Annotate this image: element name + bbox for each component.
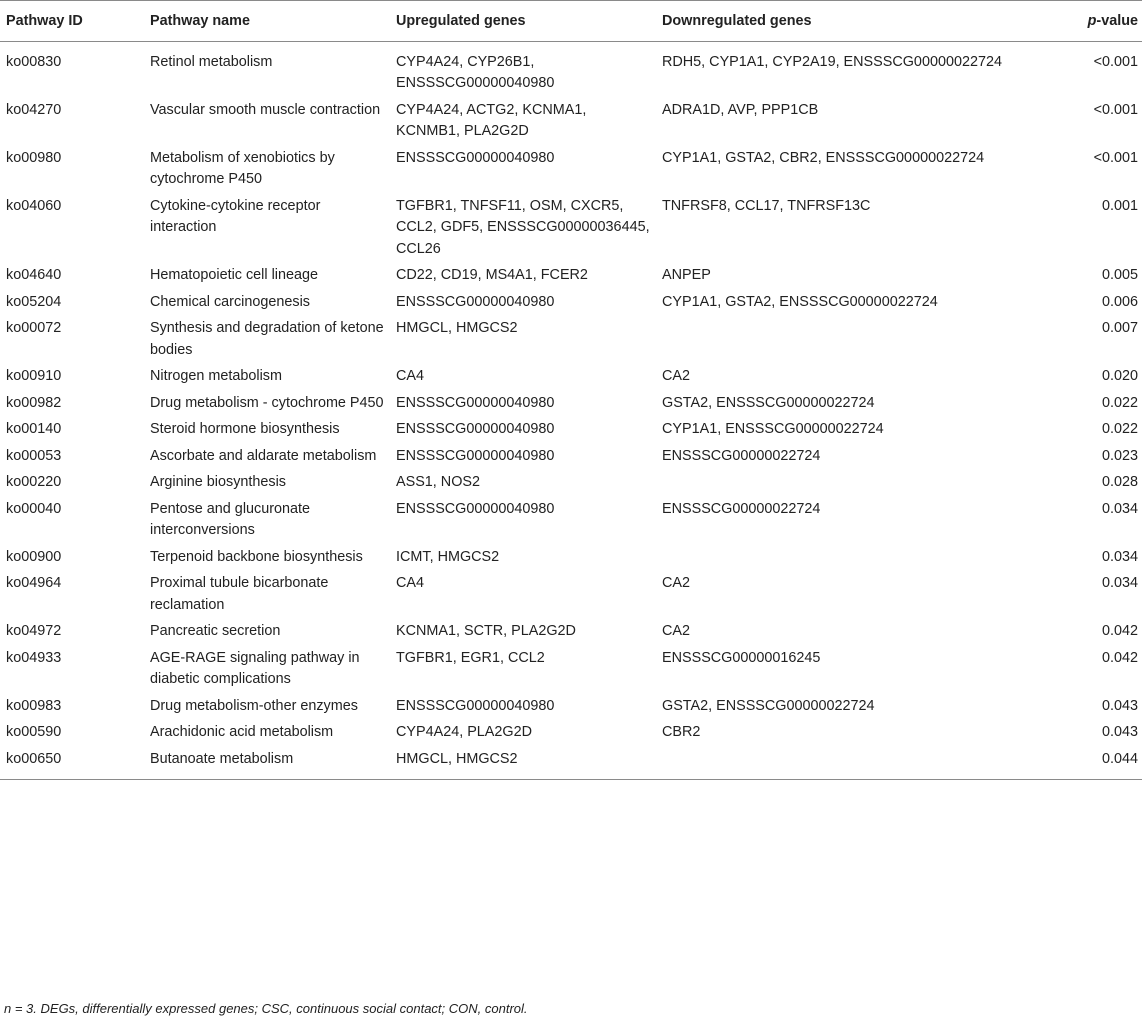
- cell-upregulated-genes: CA4: [396, 368, 424, 384]
- cell-upregulated-genes: ASS1, NOS2: [396, 474, 480, 490]
- table-row: [0, 571, 1142, 619]
- cell-pathway-id: ko00590: [6, 724, 62, 740]
- table-row: [0, 544, 1142, 571]
- cell-pathway-name: Nitrogen metabolism: [150, 368, 282, 384]
- cell-pathway-name: Pentose and glucuronate interconversions: [150, 500, 311, 538]
- table-body: [0, 41, 1142, 780]
- cell-pathway-name: Hematopoietic cell lineage: [150, 267, 318, 283]
- cell-pathway-name: Ascorbate and aldarate metabolism: [150, 447, 377, 464]
- table-row: [0, 619, 1142, 646]
- cell-p-value: 0.001: [1101, 197, 1138, 214]
- cell-upregulated-genes: CD22, CD19, MS4A1, FCER2: [396, 267, 588, 283]
- cell-pathway-name: Butanoate metabolism: [144, 746, 390, 780]
- cell-downregulated-genes: [656, 746, 1051, 780]
- cell-pathway-id: ko00900: [6, 548, 62, 565]
- cell-p-value: 0.022: [1101, 394, 1138, 411]
- cell-upregulated-genes: CA4: [396, 575, 424, 591]
- cell-downregulated-genes: [656, 470, 1051, 497]
- cell-p-value: 0.028: [1101, 474, 1138, 490]
- cell-downregulated-genes: ENSSSCG00000016245: [662, 649, 821, 666]
- cell-pathway-id: ko00053: [6, 447, 62, 464]
- cell-upregulated-genes: ENSSSCG00000040980: [396, 500, 555, 517]
- cell-pathway-id: ko00040: [6, 500, 62, 517]
- cell-p-value: 0.022: [1101, 421, 1138, 437]
- cell-upregulated-genes: ENSSSCG00000040980: [396, 293, 555, 310]
- footnote-n-label: n: [4, 1001, 12, 1016]
- cell-upregulated-genes: CYP4A24, CYP26B1, ENSSSCG00000040980: [396, 53, 555, 91]
- table-row: [0, 263, 1142, 290]
- cell-pathway-id: ko04640: [6, 267, 62, 283]
- cell-pathway-id: ko00983: [6, 697, 62, 714]
- table-row: [0, 145, 1142, 193]
- cell-p-value: 0.020: [1101, 368, 1138, 384]
- cell-upregulated-genes: ENSSSCG00000040980: [396, 149, 555, 166]
- cell-downregulated-genes: [656, 316, 1051, 364]
- cell-pathway-id: ko00072: [6, 320, 62, 336]
- header-p-letter: p: [1087, 13, 1097, 29]
- table-row: [0, 645, 1142, 693]
- header-pathway-name: Pathway name: [144, 1, 390, 42]
- cell-p-value: <0.001: [1093, 149, 1138, 166]
- cell-downregulated-genes: CA2: [662, 368, 690, 384]
- cell-downregulated-genes: ENSSSCG00000022724: [662, 500, 821, 517]
- cell-p-value: 0.007: [1101, 320, 1138, 336]
- cell-upregulated-genes: CYP4A24, PLA2G2D: [396, 724, 532, 740]
- table-row: [0, 746, 1142, 780]
- cell-downregulated-genes: GSTA2, ENSSSCG00000022724: [662, 394, 875, 411]
- cell-pathway-name: Metabolism of xenobiotics by cytochrome P450: [150, 149, 335, 187]
- header-p-suffix: -value: [1096, 13, 1138, 29]
- cell-pathway-id: ko00982: [6, 394, 62, 411]
- header-pathway-id: Pathway ID: [0, 1, 144, 42]
- cell-pathway-id: ko05204: [6, 293, 62, 310]
- cell-p-value: 0.034: [1101, 500, 1138, 517]
- cell-p-value: 0.044: [1051, 746, 1142, 780]
- header-p-value: [1051, 1, 1142, 42]
- cell-pathway-id: ko00830: [6, 53, 62, 70]
- cell-p-value: 0.042: [1101, 649, 1138, 666]
- cell-p-value: 0.006: [1101, 293, 1138, 310]
- cell-p-value: 0.034: [1101, 548, 1138, 565]
- footnote-text: = 3. DEGs, differentially expressed genes; CSC, continuous social contact; CON, control.: [11, 1001, 528, 1016]
- cell-downregulated-genes: GSTA2, ENSSSCG00000022724: [662, 697, 875, 714]
- cell-pathway-name: Chemical carcinogenesis: [150, 293, 310, 310]
- cell-downregulated-genes: CA2: [662, 623, 690, 639]
- cell-pathway-id: ko00910: [6, 368, 62, 384]
- cell-pathway-id: ko04270: [6, 101, 62, 118]
- table-row: [0, 417, 1142, 444]
- cell-pathway-name: Vascular smooth muscle contraction: [150, 101, 381, 118]
- cell-downregulated-genes: CYP1A1, GSTA2, CBR2, ENSSSCG00000022724: [662, 149, 985, 166]
- cell-upregulated-genes: ENSSSCG00000040980: [396, 421, 555, 437]
- cell-pathway-name: Pancreatic secretion: [150, 623, 281, 639]
- table-row: [0, 693, 1142, 720]
- table-row: [0, 720, 1142, 747]
- cell-downregulated-genes: ANPEP: [662, 267, 711, 283]
- table-row: [0, 470, 1142, 497]
- cell-p-value: <0.001: [1093, 53, 1138, 70]
- cell-downregulated-genes: CYP1A1, GSTA2, ENSSSCG00000022724: [662, 293, 938, 310]
- cell-p-value: 0.043: [1101, 724, 1138, 740]
- table-row: [0, 390, 1142, 417]
- table-footnote: [4, 1001, 528, 1017]
- cell-pathway-name: Arginine biosynthesis: [150, 474, 286, 490]
- cell-downregulated-genes: CA2: [662, 575, 690, 591]
- cell-downregulated-genes: ADRA1D, AVP, PPP1CB: [662, 101, 819, 118]
- cell-pathway-id: ko04964: [6, 575, 62, 591]
- cell-pathway-name: AGE-RAGE signaling pathway in diabetic complications: [150, 649, 360, 687]
- cell-pathway-name: Drug metabolism - cytochrome P450: [150, 394, 384, 411]
- table-header-row: [0, 1, 1142, 42]
- table-row: [0, 496, 1142, 544]
- cell-downregulated-genes: CYP1A1, ENSSSCG00000022724: [662, 421, 884, 437]
- table-row: [0, 97, 1142, 145]
- cell-upregulated-genes: KCNMA1, SCTR, PLA2G2D: [396, 623, 576, 639]
- cell-pathway-id: ko04060: [6, 197, 62, 214]
- cell-downregulated-genes: TNFRSF8, CCL17, TNFRSF13C: [662, 197, 871, 214]
- cell-downregulated-genes: CBR2: [662, 724, 701, 740]
- header-downregulated-genes: Downregulated genes: [656, 1, 1051, 42]
- cell-pathway-name: Steroid hormone biosynthesis: [150, 421, 340, 437]
- cell-p-value: <0.001: [1093, 101, 1138, 118]
- cell-downregulated-genes: RDH5, CYP1A1, CYP2A19, ENSSSCG00000022724: [662, 53, 1002, 70]
- header-upregulated-genes: Upregulated genes: [390, 1, 656, 42]
- cell-p-value: 0.043: [1101, 697, 1138, 714]
- cell-pathway-name: Retinol metabolism: [150, 53, 273, 70]
- cell-upregulated-genes: HMGCL, HMGCS2: [396, 320, 518, 336]
- cell-p-value: 0.023: [1101, 447, 1138, 464]
- cell-upregulated-genes: ICMT, HMGCS2: [396, 548, 500, 565]
- cell-upregulated-genes: ENSSSCG00000040980: [396, 697, 555, 714]
- cell-pathway-name: Drug metabolism-other enzymes: [150, 697, 358, 714]
- cell-pathway-name: Arachidonic acid metabolism: [150, 724, 334, 740]
- table-row: [0, 41, 1142, 97]
- cell-pathway-id: ko04972: [6, 623, 62, 639]
- cell-downregulated-genes: ENSSSCG00000022724: [662, 447, 821, 464]
- cell-pathway-id: ko00650: [0, 746, 144, 780]
- cell-upregulated-genes: ENSSSCG00000040980: [396, 394, 555, 411]
- cell-pathway-id: ko00220: [6, 474, 62, 490]
- table-row: [0, 316, 1142, 364]
- cell-pathway-id: ko00140: [6, 421, 62, 437]
- cell-pathway-id: ko00980: [6, 149, 62, 166]
- table-row: [0, 289, 1142, 316]
- cell-pathway-name: Proximal tubule bicarbonate reclamation: [150, 575, 329, 613]
- cell-p-value: 0.042: [1101, 623, 1138, 639]
- table-row: [0, 443, 1142, 470]
- cell-pathway-name: Cytokine-cytokine receptor interaction: [150, 197, 321, 235]
- cell-downregulated-genes: [656, 544, 1051, 571]
- cell-pathway-name: Terpenoid backbone biosynthesis: [150, 548, 363, 565]
- cell-p-value: 0.034: [1101, 575, 1138, 591]
- cell-upregulated-genes: CYP4A24, ACTG2, KCNMA1, KCNMB1, PLA2G2D: [396, 101, 587, 139]
- cell-upregulated-genes: TGFBR1, EGR1, CCL2: [396, 649, 545, 666]
- cell-p-value: 0.005: [1101, 267, 1138, 283]
- cell-pathway-name: Synthesis and degradation of ketone bodies: [150, 320, 384, 358]
- cell-upregulated-genes: TGFBR1, TNFSF11, OSM, CXCR5, CCL2, GDF5, ENSSSCG00000036445, CCL26: [396, 197, 650, 257]
- table-row: [0, 364, 1142, 391]
- cell-upregulated-genes: ENSSSCG00000040980: [396, 447, 555, 464]
- cell-pathway-id: ko04933: [6, 649, 62, 666]
- table-row: [0, 193, 1142, 263]
- cell-upregulated-genes: HMGCL, HMGCS2: [390, 746, 656, 780]
